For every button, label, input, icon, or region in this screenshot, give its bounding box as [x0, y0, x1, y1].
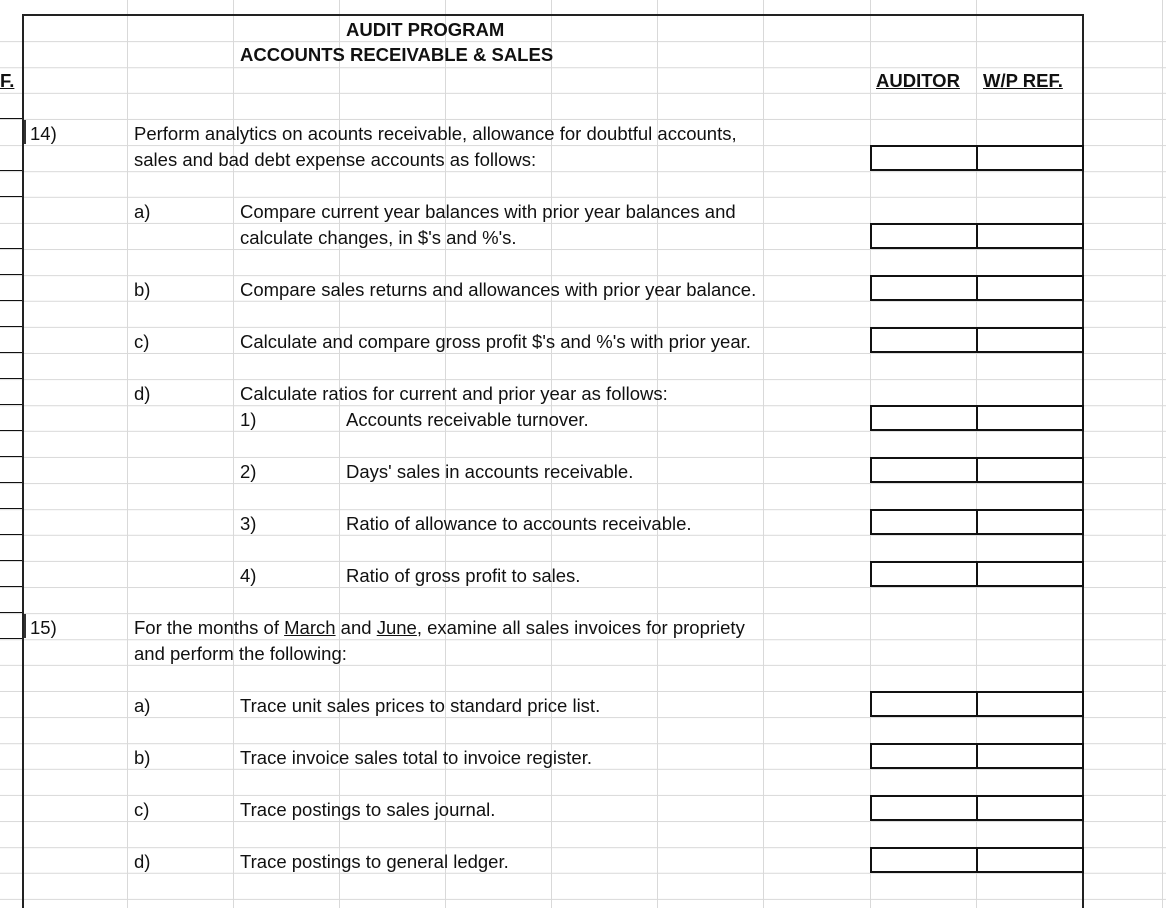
- step-15a-label: a): [134, 695, 151, 716]
- wp-ref-cell-14d2[interactable]: [976, 457, 1084, 483]
- table-left-border: [22, 14, 24, 908]
- wp-ref-cell-14b[interactable]: [976, 275, 1084, 301]
- month-march: March: [284, 617, 336, 638]
- wp-ref-cell-14c[interactable]: [976, 327, 1084, 353]
- step-15d-text: Trace postings to general ledger.: [240, 851, 509, 872]
- wp-ref-cell-15d[interactable]: [976, 847, 1084, 873]
- step-14-text-line2: sales and bad debt expense accounts as follows:: [134, 149, 537, 170]
- step-15-text-line2: and perform the following:: [134, 643, 347, 664]
- auditor-signoff-15b[interactable]: [870, 743, 978, 769]
- step-15c-label: c): [134, 799, 150, 820]
- auditor-signoff-14c[interactable]: [870, 327, 978, 353]
- step-number-14: 14): [30, 123, 57, 144]
- month-june: June: [376, 617, 417, 638]
- step-15d-label: d): [134, 851, 151, 872]
- auditor-signoff-14a[interactable]: [870, 223, 978, 249]
- step-number-15: 15): [30, 617, 57, 638]
- wp-ref-cell-14a[interactable]: [976, 223, 1084, 249]
- step-14d-text: Calculate ratios for current and prior year as follows:: [240, 383, 668, 404]
- wp-ref-cell-14d1[interactable]: [976, 405, 1084, 431]
- wp-ref-cell-15c[interactable]: [976, 795, 1084, 821]
- step-14d-label: d): [134, 383, 151, 404]
- step-14d2-text: Days' sales in accounts receivable.: [346, 461, 634, 482]
- auditor-signoff-14d4[interactable]: [870, 561, 978, 587]
- auditor-signoff-14[interactable]: [870, 145, 978, 171]
- step-14a-text-line1: Compare current year balances with prior year balances and: [240, 201, 736, 222]
- step-14a-text-line2: calculate changes, in $'s and %'s.: [240, 227, 517, 248]
- step-15c-text: Trace postings to sales journal.: [240, 799, 496, 820]
- step-14b-label: b): [134, 279, 151, 300]
- step-14d3-text: Ratio of allowance to accounts receivable.: [346, 513, 692, 534]
- wp-ref-cell-15b[interactable]: [976, 743, 1084, 769]
- auditor-signoff-15c[interactable]: [870, 795, 978, 821]
- step-15-text-line1: For the months of March and June, examine all sales invoices for propriety: [134, 617, 745, 638]
- step-14c-text: Calculate and compare gross profit $'s and %'s with prior year.: [240, 331, 751, 352]
- step-14a-label: a): [134, 201, 151, 222]
- step-14b-text: Compare sales returns and allowances with prior year balance.: [240, 279, 757, 300]
- column-header-auditor: AUDITOR: [876, 70, 960, 91]
- wp-ref-cell-14d4[interactable]: [976, 561, 1084, 587]
- step-14c-label: c): [134, 331, 150, 352]
- column-header-wp-ref: W/P REF.: [983, 70, 1063, 91]
- auditor-signoff-14d1[interactable]: [870, 405, 978, 431]
- step-14d4-label: 4): [240, 565, 257, 586]
- wp-ref-cell-15a[interactable]: [976, 691, 1084, 717]
- step-14d1-label: 1): [240, 409, 257, 430]
- wp-ref-cell-14d3[interactable]: [976, 509, 1084, 535]
- step-14d3-label: 3): [240, 513, 257, 534]
- auditor-signoff-15d[interactable]: [870, 847, 978, 873]
- step-15b-label: b): [134, 747, 151, 768]
- page-title: AUDIT PROGRAM: [346, 19, 505, 40]
- auditor-signoff-14d2[interactable]: [870, 457, 978, 483]
- step-14-text-line1: Perform analytics on acounts receivable, allowance for doubtful accounts,: [134, 123, 737, 144]
- step-14d2-label: 2): [240, 461, 257, 482]
- auditor-signoff-15a[interactable]: [870, 691, 978, 717]
- step-14d1-text: Accounts receivable turnover.: [346, 409, 589, 430]
- auditor-signoff-14d3[interactable]: [870, 509, 978, 535]
- step-15b-text: Trace invoice sales total to invoice register.: [240, 747, 593, 768]
- clipped-column-label: F.: [0, 70, 15, 91]
- auditor-signoff-14b[interactable]: [870, 275, 978, 301]
- wp-ref-cell-14[interactable]: [976, 145, 1084, 171]
- table-top-border: [22, 14, 1084, 16]
- step-14d4-text: Ratio of gross profit to sales.: [346, 565, 581, 586]
- step-15a-text: Trace unit sales prices to standard price list.: [240, 695, 601, 716]
- page-subtitle: ACCOUNTS RECEIVABLE & SALES: [240, 44, 554, 65]
